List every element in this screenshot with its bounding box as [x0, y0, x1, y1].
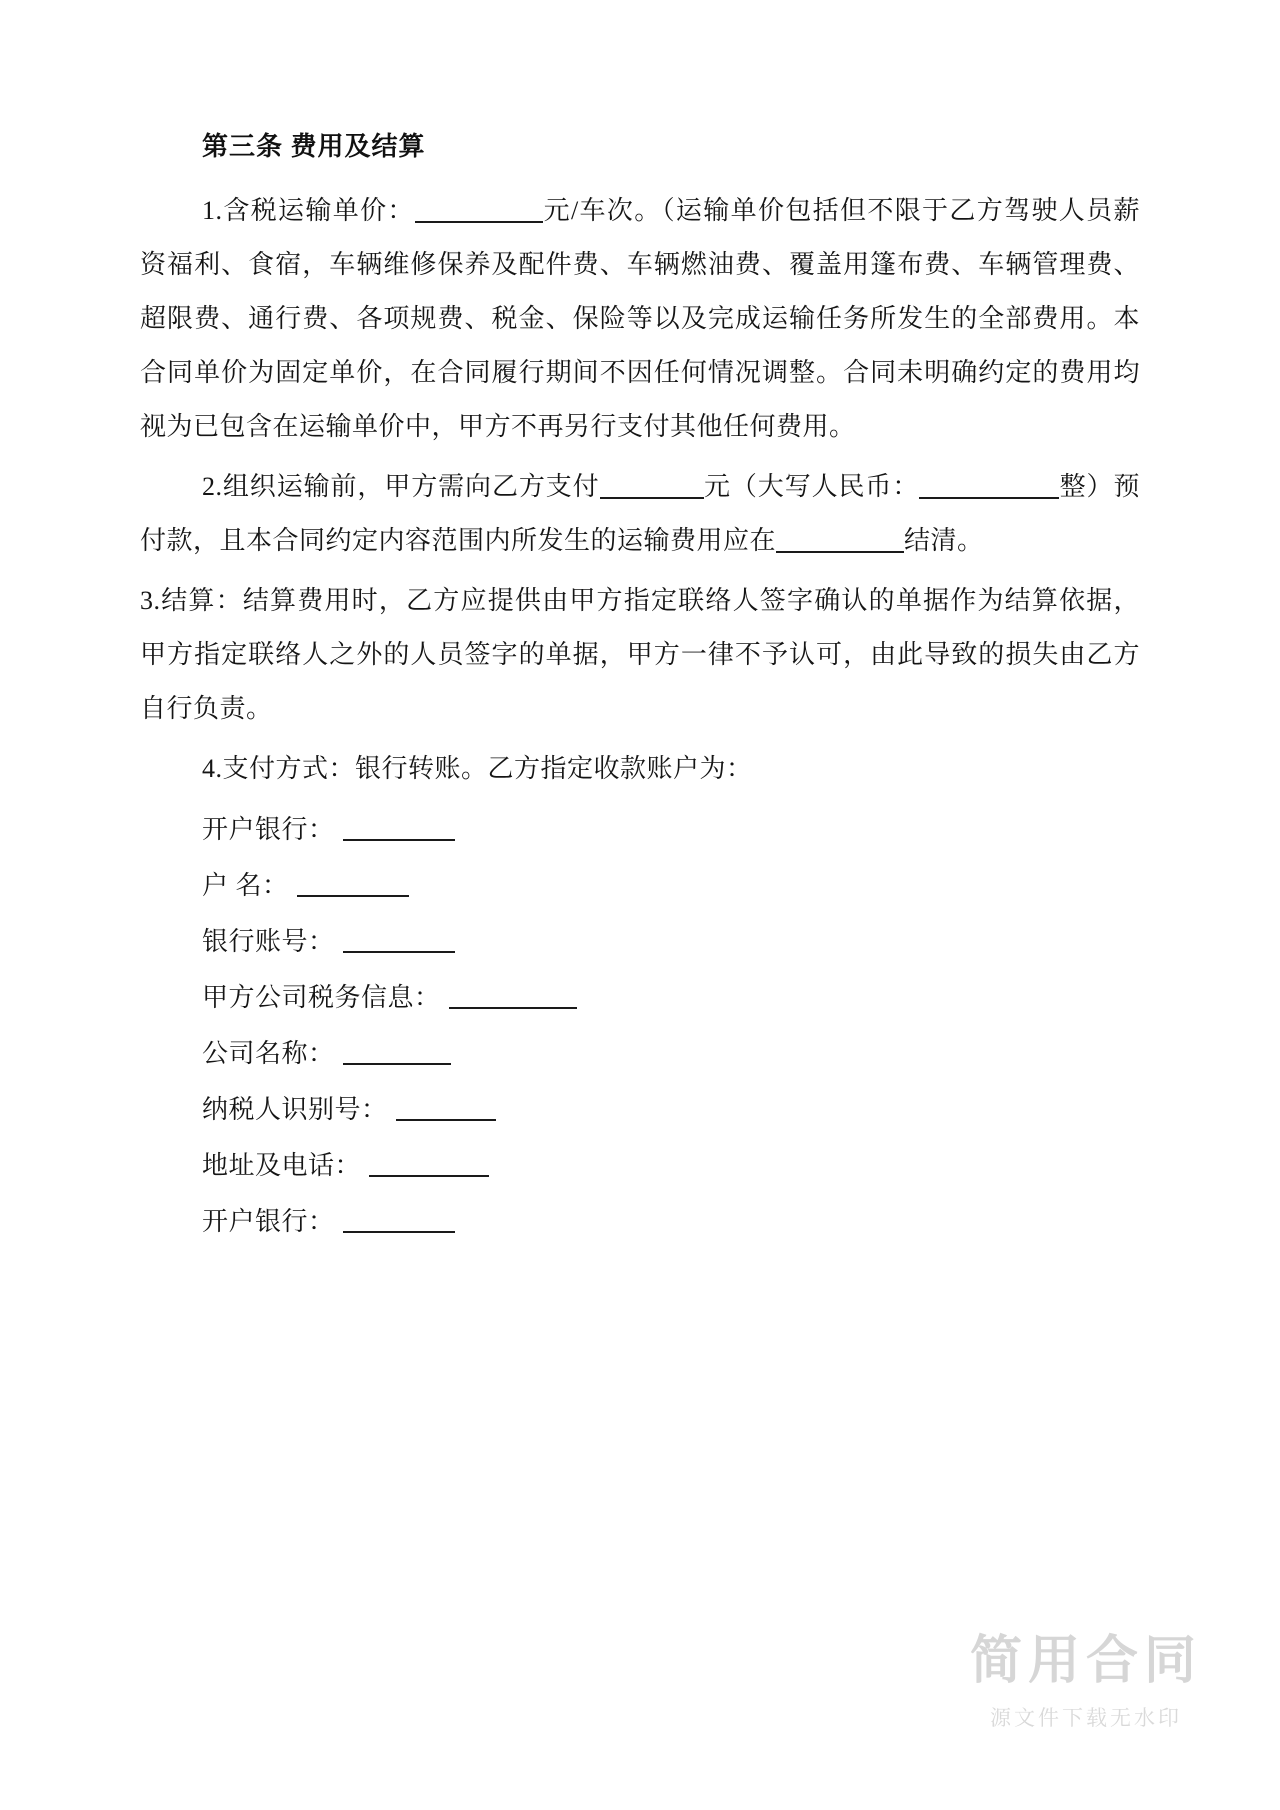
- field-row-account-name: [140, 858, 1140, 914]
- field-blank-opening-bank[interactable]: [343, 819, 455, 841]
- field-row-opening-bank: [140, 802, 1140, 858]
- field-blank-taxpayer-id[interactable]: [396, 1099, 496, 1121]
- clause-2-segment-1: 2.组织运输前，甲方需向乙方支付: [202, 472, 600, 501]
- field-blank-party-a-tax-info[interactable]: [449, 987, 577, 1009]
- field-label-company-name: 公司名称：: [202, 1039, 335, 1068]
- field-label-opening-bank: 开户银行：: [202, 815, 335, 844]
- clause-2-segment-4: 结清。: [904, 526, 984, 555]
- watermark-subtitle: 源文件下载无水印: [989, 1706, 1182, 1730]
- payee-account-fields: [140, 802, 1140, 1250]
- watermark: [969, 1630, 1202, 1732]
- field-blank-company-name[interactable]: [343, 1043, 451, 1065]
- field-blank-opening-bank-tax[interactable]: [343, 1211, 455, 1233]
- clause-1-lead: 1.含税运输单价：: [202, 196, 415, 225]
- unit-price-blank[interactable]: [415, 199, 543, 223]
- field-row-opening-bank-tax: [140, 1194, 1140, 1250]
- watermark-brand: 简用合同: [969, 1630, 1202, 1691]
- prepayment-amount-blank[interactable]: [600, 475, 704, 499]
- prepayment-amount-words-blank[interactable]: [919, 475, 1059, 499]
- field-label-opening-bank-tax: 开户银行：: [202, 1207, 335, 1236]
- clause-1-paragraph: [140, 184, 1140, 454]
- field-blank-account-name[interactable]: [297, 875, 409, 897]
- field-label-taxpayer-id: 纳税人识别号：: [202, 1095, 388, 1124]
- field-label-party-a-tax-info: 甲方公司税务信息：: [202, 983, 441, 1012]
- field-label-account-name: 户 名：: [202, 871, 289, 900]
- clause-2-segment-3: 整）预付款，且本合同约定内容范围内所发生的运输费用应在: [140, 472, 1140, 555]
- field-row-taxpayer-id: [140, 1082, 1140, 1138]
- clause-4-paragraph: 4.支付方式：银行转账。乙方指定收款账户为：: [202, 754, 753, 783]
- field-row-party-a-tax-info: [140, 970, 1140, 1026]
- clause-2-segment-2: 元（大写人民币：: [703, 472, 920, 501]
- section-heading: 第三条 费用及结算: [202, 132, 426, 161]
- field-row-company-name: [140, 1026, 1140, 1082]
- field-blank-bank-account-number[interactable]: [343, 931, 455, 953]
- clause-1-text: 元/车次。（运输单价包括但不限于乙方驾驶人员薪资福利、食宿，车辆维修保养及配件费、车辆燃油费、覆盖用篷布费、车辆管理费、超限费、通行费、各项规费、税金、保险等以及完成运输任务所发生的全部费用。本合同单价为固定单价，在合同履行期间不因任何情况调整。合同未明确约定的费用均视为已包含在运输单价中，甲方不再另行支付其他任何费用。: [140, 196, 1140, 441]
- clause-2-paragraph: [140, 460, 1140, 568]
- field-label-address-phone: 地址及电话：: [202, 1151, 362, 1180]
- field-blank-address-phone[interactable]: [369, 1155, 489, 1177]
- field-label-bank-account-number: 银行账号：: [202, 927, 335, 956]
- document-body: [140, 184, 1140, 1250]
- settlement-date-blank[interactable]: [776, 529, 904, 553]
- clause-3-paragraph: 3.结算：结算费用时，乙方应提供由甲方指定联络人签字确认的单据作为结算依据，甲方指定联络人之外的人员签字的单据，甲方一律不予认可，由此导致的损失由乙方自行负责。: [140, 586, 1140, 723]
- field-row-address-phone: [140, 1138, 1140, 1194]
- field-row-bank-account-number: [140, 914, 1140, 970]
